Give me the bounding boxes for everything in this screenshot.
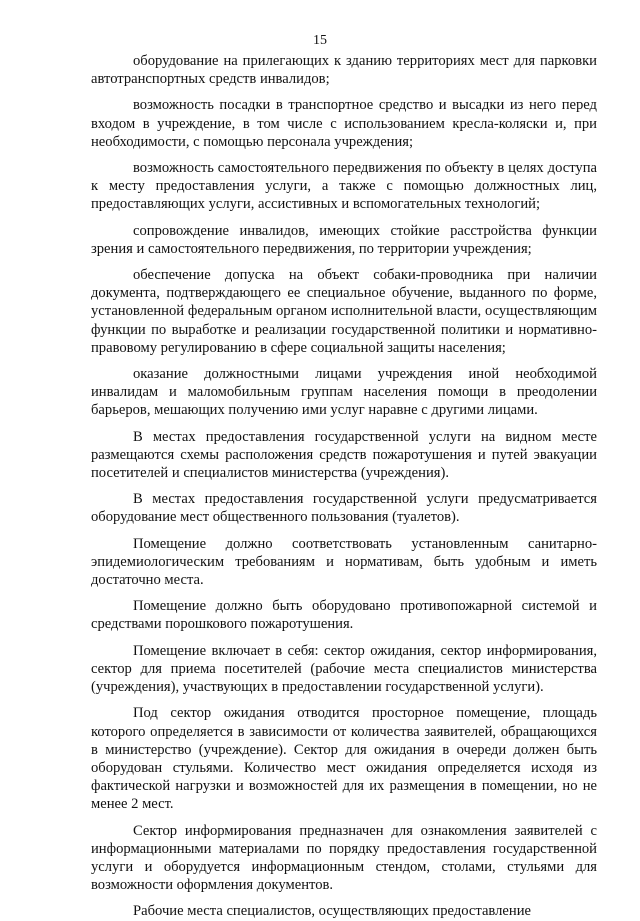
paragraph: оборудование на прилегающих к зданию территориях мест для парковки автотранспортных средств инвалидов; <box>91 53 597 88</box>
paragraph: В местах предоставления государственной услуги на видном месте размещаются схемы расположения средств пожаротушения и путей эвакуации посетителей и специалистов министерства (учреждения). <box>91 428 597 482</box>
paragraph: Помещение должно соответствовать установленным санитарно-эпидемиологическим требованиям и нормативам, быть удобным и иметь достаточно места. <box>91 535 597 589</box>
paragraph: обеспечение допуска на объект собаки-проводника при наличии документа, подтверждающего ее специальное обучение, выданного по форме, установленной федеральным органом исполнительной власти, осуществляющим функции по выработке и реализации государственной политики и нормативно-правовому регулированию в сфере социальной защиты населения; <box>91 267 597 356</box>
page-number: 15 <box>313 33 327 48</box>
paragraph: Помещение должно быть оборудовано противопожарной системой и средствами порошкового пожаротушения. <box>91 598 597 633</box>
paragraph: возможность самостоятельного передвижения по объекту в целях доступа к месту предоставления услуги, а также с помощью должностных лиц, предоставляющих услуги, ассистивных и вспомогательных технологий; <box>91 160 597 213</box>
paragraph: Под сектор ожидания отводится просторное помещение, площадь которого определяется в зависимости от количества заявителей, обращающихся в министерство (учреждение). Сектор для ожидания в очереди должен быть оборудован стульями. Количество мест ожидания определяется исходя из фактической нагрузки и возможностей для их размещения в помещении, но не менее 2 мест. <box>91 705 597 813</box>
paragraph: В местах предоставления государственной услуги предусматривается оборудование мест общественного пользования (туалетов). <box>91 491 597 526</box>
paragraph: Помещение включает в себя: сектор ожидания, сектор информирования, сектор для приема посетителей (рабочие места специалистов министерства (учреждения), участвующих в предоставлении государственной услуги). <box>91 642 597 696</box>
paragraph: сопровождение инвалидов, имеющих стойкие расстройства функции зрения и самостоятельного передвижения, по территории учреждения; <box>91 222 597 257</box>
paragraph: возможность посадки в транспортное средство и высадки из него перед входом в учреждение, в том числе с использованием кресла-коляски и, при необходимости, с помощью персонала учреждения; <box>91 97 597 150</box>
paragraph: Сектор информирования предназначен для ознакомления заявителей с информационными материалами по порядку предоставления государственной услуги и оборудуется информационным стендом, столами, стульями для возможности оформления документов. <box>91 822 597 894</box>
document-body <box>91 52 597 921</box>
paragraph: оказание должностными лицами учреждения иной необходимой инвалидам и маломобильным группам населения помощи в преодолении барьеров, мешающих получению ими услуг наравне с другими лицами. <box>91 366 597 419</box>
paragraph: Рабочие места специалистов, осуществляющих предоставление <box>133 903 531 920</box>
